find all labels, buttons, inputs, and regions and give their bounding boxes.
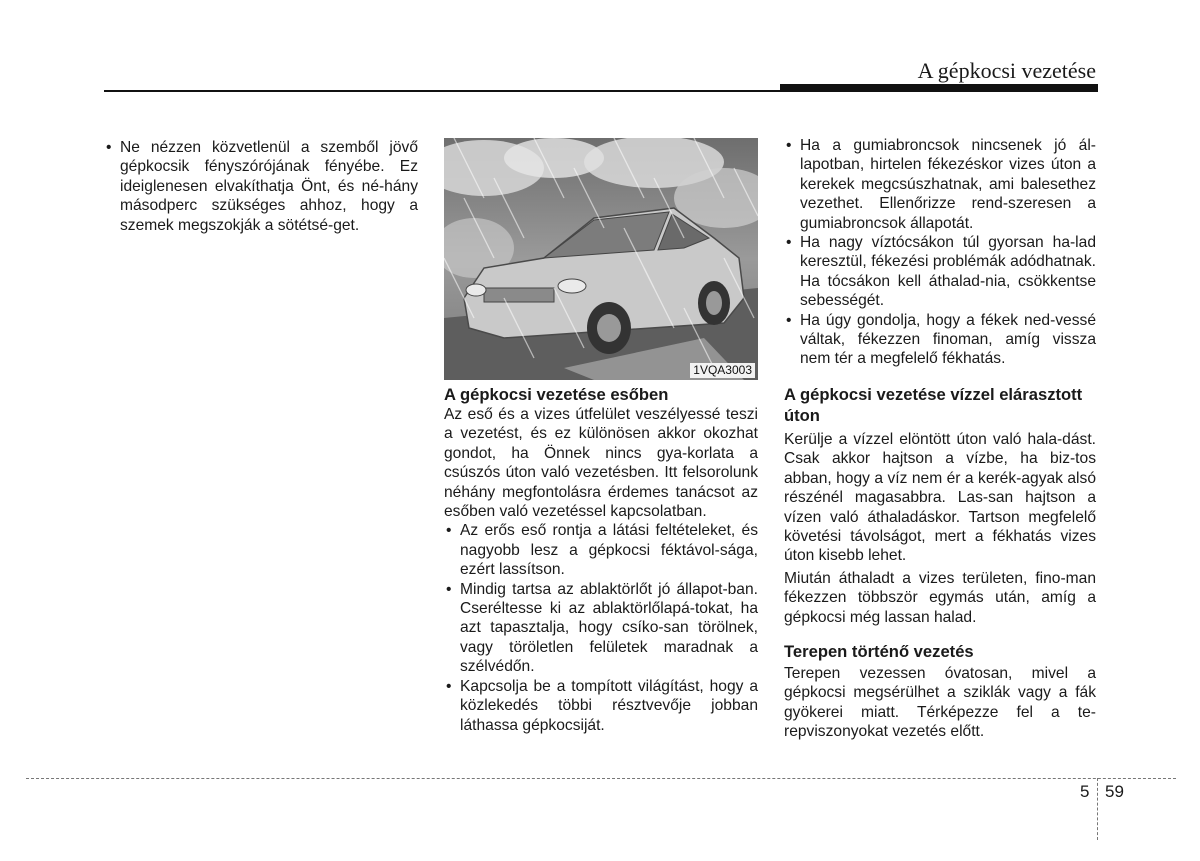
section-heading-flood: A gépkocsi vezetése vízzel elárasztott úton — [784, 384, 1083, 425]
page-header-title: A gépkocsi vezetése — [917, 58, 1096, 83]
bullet-list — [104, 138, 418, 235]
column-middle — [444, 138, 758, 735]
section-heading-terrain: Terepen történő vezetés — [784, 641, 974, 661]
flood-paragraph-1: Kerülje a vízzel elöntött úton való hala-dást. Csak akkor hajtson a vízbe, ha biz-tos abban, hogy a víz nem ér a kerék-agyak alsó részénél magasabbra. Las-san hajtson a vízen való áthaladáskor. Tartson megfelelő követési távolságot, mert a fékhatás vizes úton kisebb lehet. — [784, 430, 1096, 565]
list-item: • Ha úgy gondolja, hogy a fékek ned-vessé váltak, fékezzen finoman, amíg vissza nem tér a megfelelő fékhatás. — [784, 311, 1096, 369]
image-code: 1VQA3003 — [690, 363, 755, 378]
car-in-rain-illustration — [444, 138, 758, 380]
column-left — [104, 138, 418, 235]
rain-bullet-list — [444, 521, 758, 734]
footer-dashed-divider — [1097, 778, 1098, 840]
rain-car-photo — [444, 138, 758, 380]
list-item: • Kapcsolja be a tompított világítást, hogy a közlekedés többi résztvevője jobban láthassa gépkocsiját. — [444, 677, 758, 735]
list-item: • Ha a gumiabroncsok nincsenek jó ál-lapotban, hirtelen fékezéskor vizes úton a kerekek megcsúszhatnak, ami balesethez vezethet. Ellenőrizze rend-szeresen a gumiabroncsok állapotát. — [784, 136, 1096, 233]
column-right — [784, 136, 1096, 742]
header-rule — [104, 90, 782, 92]
list-item: • Mindig tartsa az ablaktörlőt jó állapot-ban. Cseréltesse ki az ablaktörlőlapá-tokat, ha azt tapasztalja, hogy csíko-san törölnek, vagy töröletlen felületek maradnak a szélvédőn. — [444, 580, 758, 677]
terrain-paragraph: Terepen vezessen óvatosan, mivel a gépkocsi megsérülhet a sziklák vagy a fák gyökerei miatt. Térképezze fel a te-repviszonyokat vezetés előtt. — [784, 664, 1096, 741]
rain-paragraph: Az eső és a vizes útfelület veszélyessé teszi a vezetést, és ez különösen akkor okozhat gondot, ha Önnek nincs gya-korlata a csúszós úton való vezetésben. Itt felsorolunk néhány megfontolásra érdemes tanácsot az esőben való vezetéssel kapcsolatban. — [444, 406, 758, 521]
flood-paragraph-2: Miután áthaladt a vizes területen, fino-man fékezzen többször egymás után, amíg a gépkocsi még lassan halad. — [784, 569, 1096, 626]
list-item: • Ha nagy víztócsákon túl gyorsan ha-lad keresztül, fékezési problémák adódhatnak. Ha tócsákon kell áthalad-nia, csökkentse sebességét. — [784, 233, 1096, 311]
section-heading-rain: A gépkocsi vezetése esőben — [444, 385, 669, 404]
footer-dashed-rule — [26, 778, 1176, 779]
header-rule-thick — [780, 84, 1098, 92]
chapter-number: 5 — [1080, 782, 1090, 801]
tire-bullet-list — [784, 136, 1096, 369]
list-item: • Ne nézzen közvetlenül a szemből jövő gépkocsik fényszórójának fényébe. Ez ideiglenesen elvakíthatja Önt, és né-hány másodperc szükséges ahhoz, hogy a szemek megszokják a sötétsé-get. — [104, 138, 418, 235]
page-number: 59 — [1105, 782, 1124, 801]
list-item: • Az erős eső rontja a látási feltételeket, és nagyobb lesz a gépkocsi féktávol-sága, ezért lassítson. — [444, 521, 758, 579]
